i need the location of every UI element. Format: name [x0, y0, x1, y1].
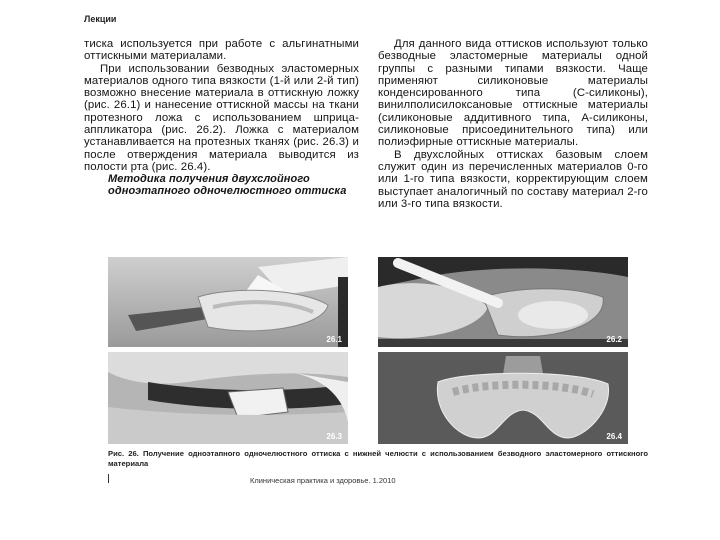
figure-26-4	[378, 352, 628, 444]
finished-impression-photo	[378, 352, 628, 444]
figure-caption: Рис. 26. Получение одноэтапного одночелюстного оттиска с нижней челюсти с использованием безводного эластомерного оттискного материала	[108, 449, 648, 468]
method-heading: Методика получения двухслойного одноэтапного одночелюстного оттиска	[108, 173, 347, 198]
figure-label-26-4: 26.4	[606, 432, 622, 441]
figure-26-3	[108, 352, 348, 444]
figure-26-1	[108, 257, 348, 347]
left-paragraph-2: При использовании безводных эластомерных материалов одного типа вязкости (1-й или 2-й тип) возможно внесение материала в оттискную ложку (рис. 26.1) и нанесение оттискной массы на ткани протезного ложа с использованием шприца-аппликатора (рис. 26.2). Ложка с материалом устанавливается на протезных тканях (рис. 26.3) и после отверждения материала выводится из полости рта (рис. 26.4).	[84, 62, 359, 173]
left-paragraph-1: тиска используется при работе с альгинатными оттискными материалами.	[84, 38, 359, 63]
figure-label-26-3: 26.3	[326, 432, 342, 441]
figure-label-26-2: 26.2	[606, 335, 622, 344]
figure-26-2	[378, 257, 628, 347]
figure-label-26-1: 26.1	[326, 335, 342, 344]
section-header: Лекции	[84, 14, 117, 24]
right-text-column	[378, 38, 648, 210]
journal-footer: Клиническая практика и здоровье. 1.2010	[250, 476, 396, 485]
left-text-column	[84, 38, 359, 197]
right-paragraph-2: В двухслойных оттисках базовым слоем служит один из перечисленных материалов 0-го или 1-го типа вязкости, корректирующим слоем выступает аналогичный по составу материал 2-го или 3-го типа вязкости.	[378, 148, 648, 210]
tray-insertion-photo	[108, 352, 348, 444]
syringe-application-photo	[378, 257, 628, 347]
right-paragraph-1: Для данного вида оттисков используют только безводные эластомерные материалы одной группы с разными типами вязкости. Чаще применяют силиконовые материалы конденсированного типа (С-силиконы), винилполисилоксановые оттискные материалы (силиконовые аддитивного типа, А-силиконы, силиконовые присоединительного типа) или полиэфирные оттискные материалы.	[378, 38, 648, 149]
tray-loading-photo	[108, 257, 348, 347]
footer-marker	[108, 474, 109, 483]
